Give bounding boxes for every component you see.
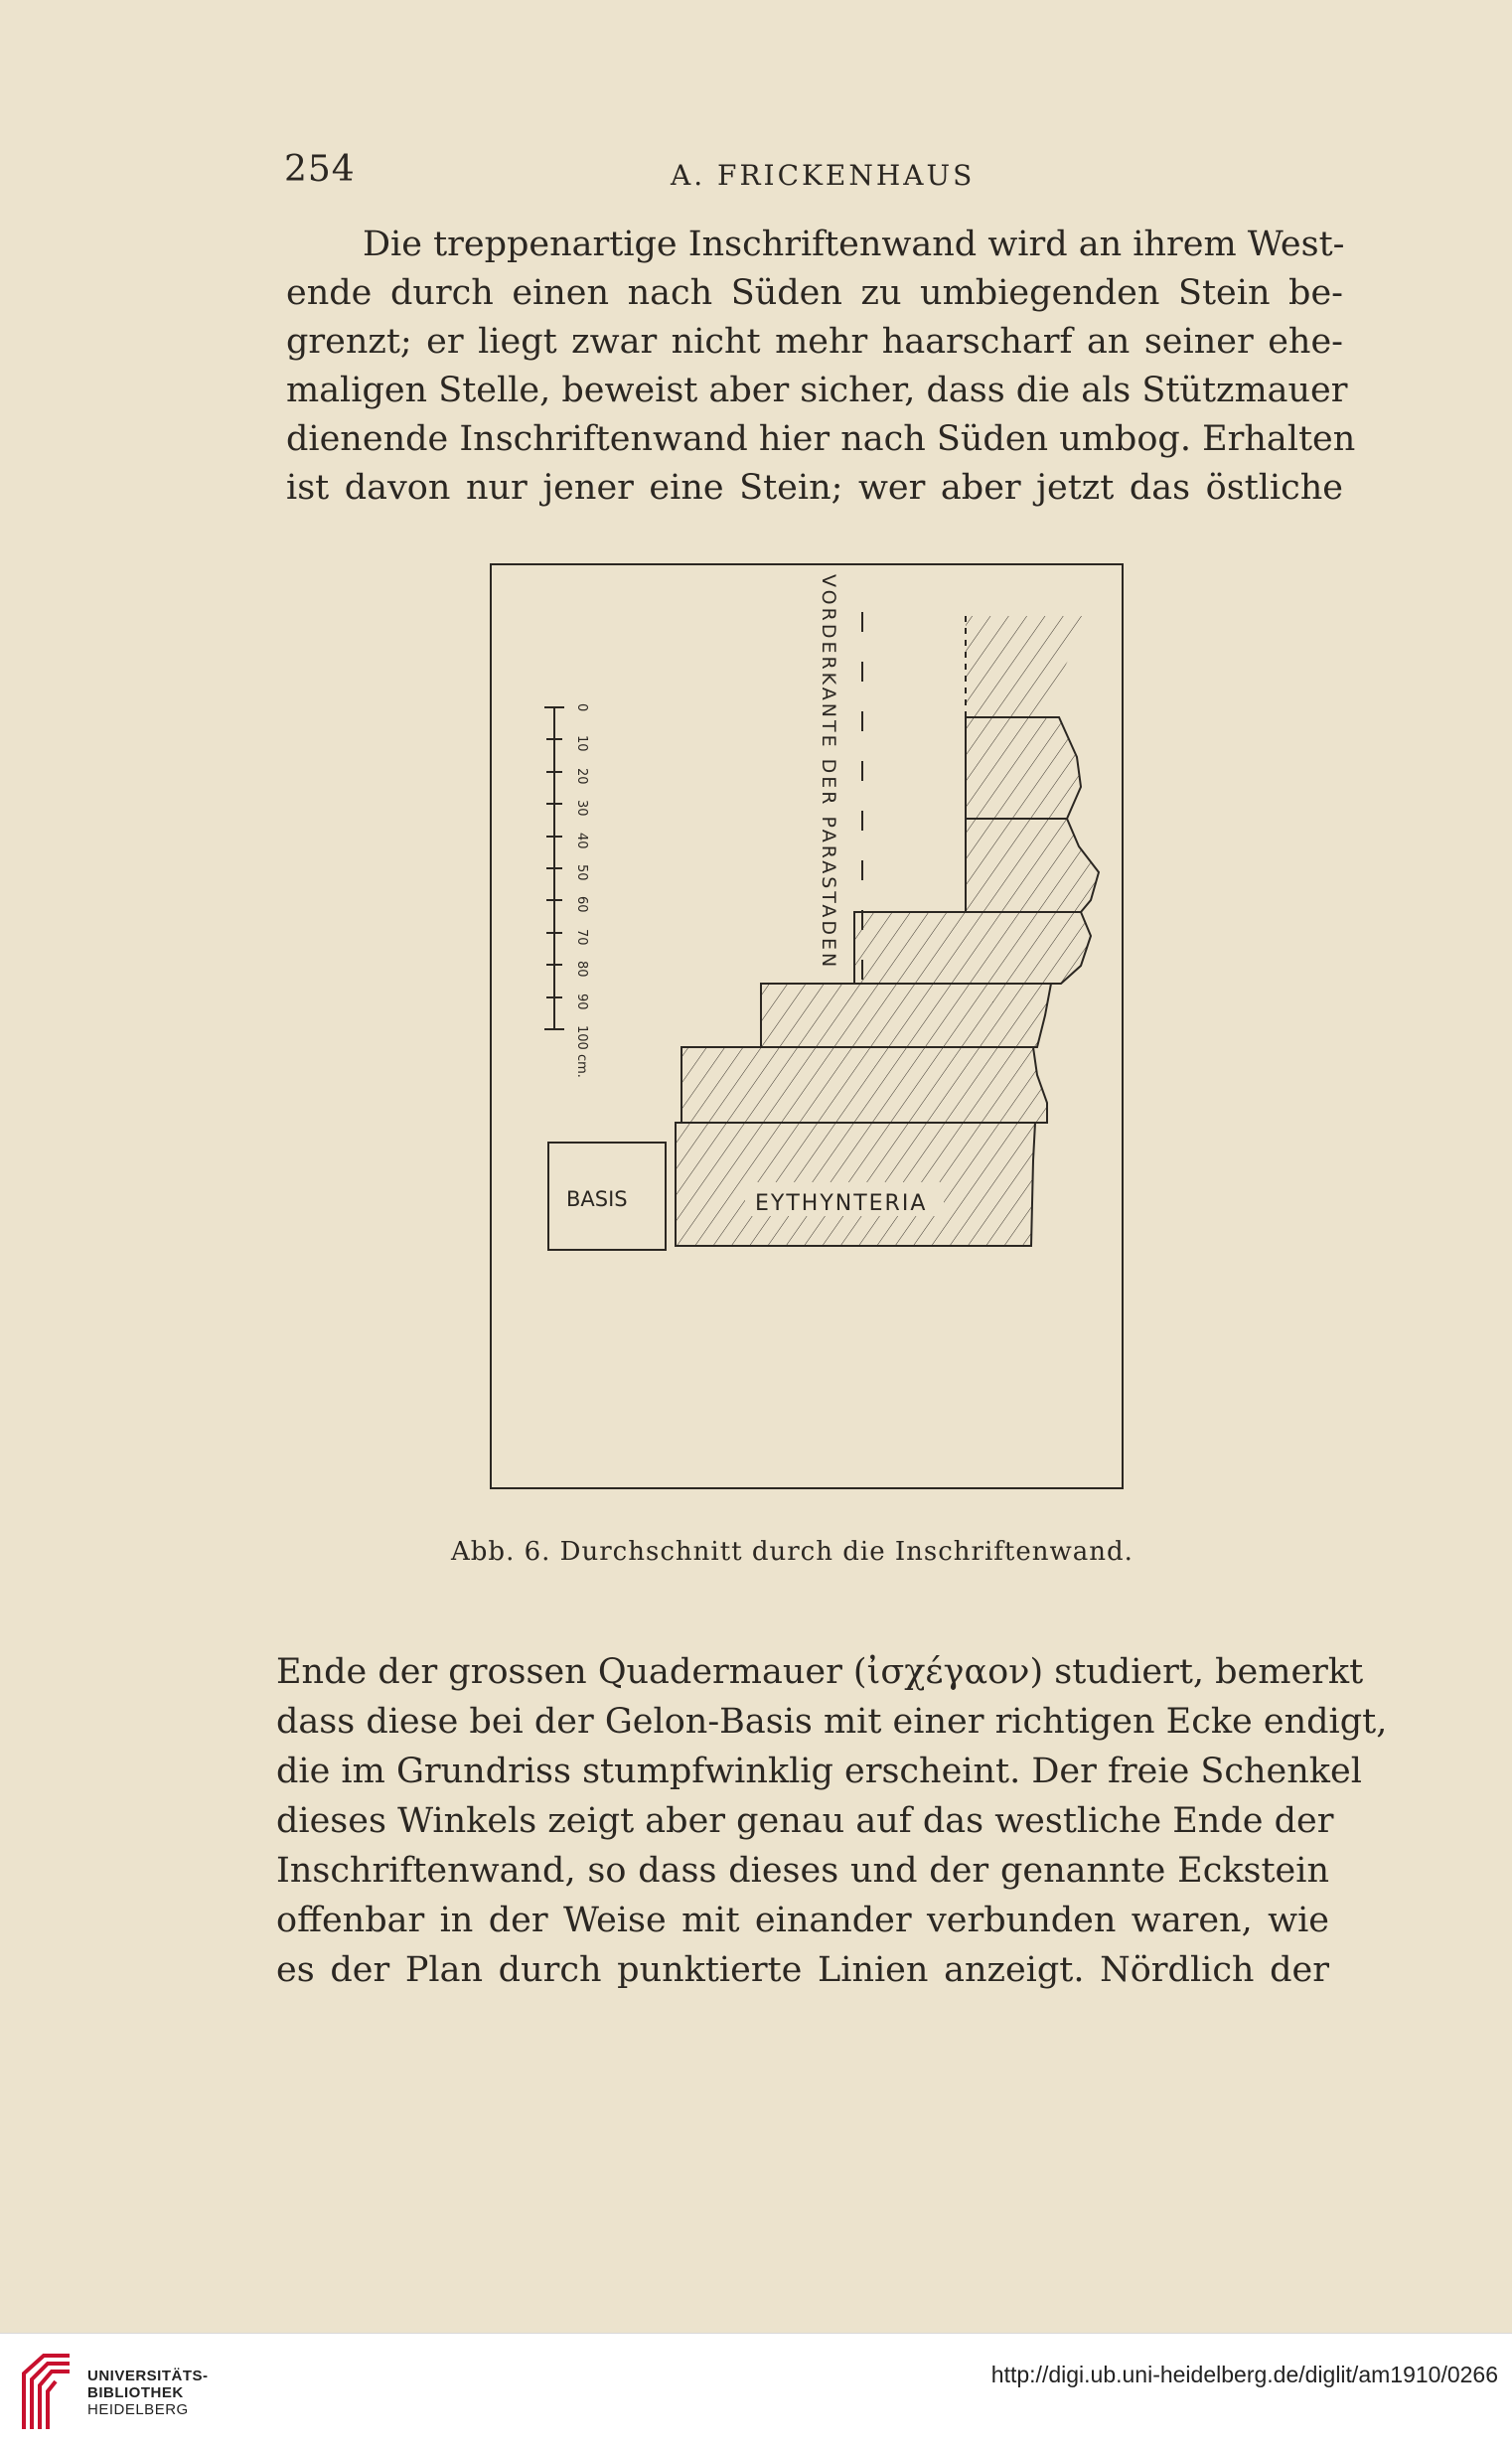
section-figure: [485, 558, 1129, 1492]
scale-tick-label: 60: [574, 896, 589, 913]
paragraph-line: dienende Inschriftenwand hier nach Süden umbog. Erhalten: [286, 419, 1356, 459]
paragraph-line: die im Grundriss stumpfwinklig erscheint. Der freie Schenkel: [276, 1752, 1362, 1791]
library-logo-icon: [16, 2350, 76, 2435]
scale-tick-label: 70: [574, 929, 589, 946]
paragraph-line: grenzt; er liegt zwar nicht mehr haarscharf an seiner ehe-: [286, 322, 1343, 362]
vertical-label: VORDERKANTE DER PARASTADEN: [818, 574, 839, 971]
scale-tick-label: 90: [574, 994, 589, 1010]
page-number: 254: [284, 149, 356, 190]
permalink-url[interactable]: http://digi.ub.uni-heidelberg.de/diglit/am1910/0266: [990, 2362, 1498, 2387]
eythynteria-label: EYTHYNTERIA: [755, 1191, 928, 1216]
paragraph-1: [286, 221, 1356, 513]
block-3: [854, 912, 1091, 984]
paragraph-line: Inschriftenwand, so dass dieses und der genannte Eckstein: [276, 1851, 1329, 1891]
library-name-line: HEIDELBERG: [87, 2401, 189, 2418]
library-name-line: BIBLIOTHEK: [87, 2384, 184, 2401]
paragraph-line: Ende der grossen Quadermauer (ἰσχέγαον) studiert, bemerkt: [276, 1652, 1364, 1692]
paragraph-line: maligen Stelle, beweist aber sicher, dass die als Stützmauer: [286, 371, 1348, 410]
paragraph-2: [276, 1647, 1388, 1995]
running-head: A. FRICKENHAUS: [671, 159, 976, 192]
figure-caption: Abb. 6. Durchschnitt durch die Inschriftenwand.: [451, 1537, 1134, 1567]
basis-label: BASIS: [566, 1187, 628, 1211]
scale-bar: [544, 707, 564, 1029]
paragraph-line: Die treppenartige Inschriftenwand wird an ihrem West-: [363, 225, 1345, 264]
block-4: [761, 984, 1051, 1047]
paragraph-line: dieses Winkels zeigt aber genau auf das westliche Ende der: [276, 1801, 1334, 1841]
block-1: [966, 717, 1081, 819]
section-drawing: [485, 558, 1129, 1492]
scale-tick-label: 100 cm.: [574, 1025, 589, 1078]
scale-tick-label: 20: [574, 768, 589, 785]
library-name-line: UNIVERSITÄTS-: [87, 2368, 209, 2384]
block-5: [681, 1047, 1047, 1123]
scale-tick-label: 50: [574, 864, 589, 881]
scale-tick-label: 80: [574, 961, 589, 978]
paragraph-line: dass diese bei der Gelon-Basis mit einer richtigen Ecke endigt,: [276, 1702, 1388, 1742]
block-2: [966, 819, 1099, 912]
paragraph-line: es der Plan durch punktierte Linien anzeigt. Nördlich der: [276, 1950, 1329, 1990]
paragraph-line: offenbar in der Weise mit einander verbunden waren, wie: [276, 1901, 1329, 1940]
scale-tick-label: 10: [574, 735, 589, 752]
digitization-footer: [0, 2333, 1512, 2447]
scale-tick-label: 0: [574, 703, 589, 712]
paragraph-line: ende durch einen nach Süden zu umbiegenden Stein be-: [286, 273, 1343, 313]
scale-tick-label: 30: [574, 800, 589, 817]
scale-tick-label: 40: [574, 833, 589, 849]
upper-hatch: [966, 616, 1089, 717]
library-name: [87, 2368, 209, 2418]
paragraph-line: ist davon nur jener eine Stein; wer aber jetzt das östliche: [286, 468, 1343, 508]
